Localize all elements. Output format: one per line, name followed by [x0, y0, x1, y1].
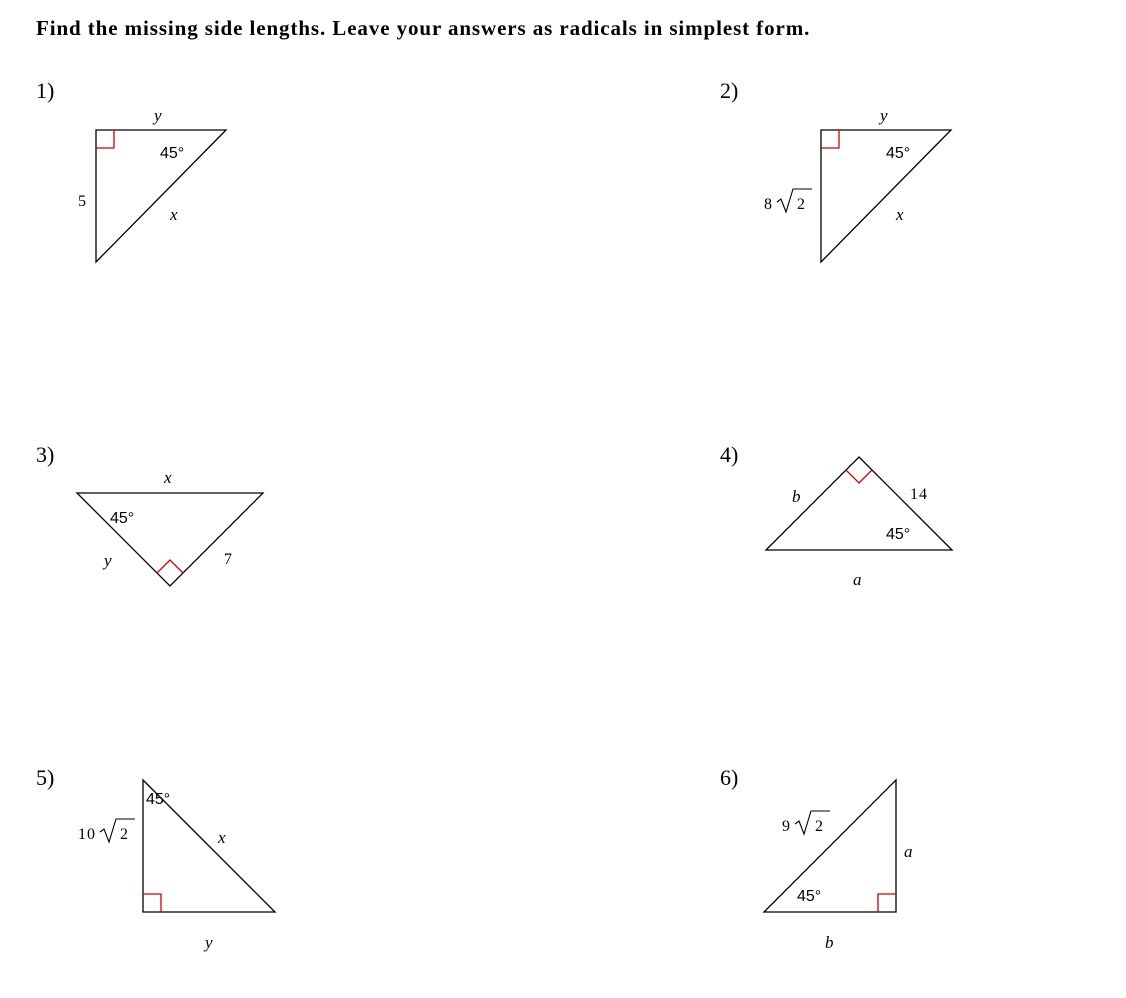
side-label-left-coefficient: 10 — [78, 826, 96, 843]
problem-number: 1) — [36, 78, 55, 103]
side-label-top: y — [154, 106, 162, 125]
right-angle-marker — [846, 470, 872, 483]
angle-label: 45° — [146, 791, 171, 808]
problem-number: 4) — [720, 442, 739, 467]
problem-1 — [36, 78, 226, 262]
right-angle-marker — [157, 560, 183, 573]
side-label-bottom: b — [825, 933, 834, 952]
right-angle-marker — [821, 130, 839, 148]
angle-label: 45° — [886, 526, 911, 543]
angle-label: 45° — [886, 145, 911, 162]
right-angle-marker — [96, 130, 114, 148]
side-label-top: y — [880, 106, 888, 125]
problem-5 — [36, 765, 275, 952]
side-label-right: 7 — [224, 551, 233, 568]
problem-number: 6) — [720, 765, 739, 790]
radical-sign — [777, 189, 812, 212]
radical-sign — [100, 819, 135, 842]
problem-number: 3) — [36, 442, 55, 467]
right-angle-marker — [143, 894, 161, 912]
side-label-right: 14 — [910, 486, 928, 503]
side-label-bottom: y — [205, 933, 213, 952]
angle-label: 45° — [110, 510, 135, 527]
side-label-left-radicand: 2 — [797, 196, 806, 213]
instructions: Find the missing side lengths. Leave your answers as radicals in simplest form. — [36, 16, 811, 40]
side-label-left: 5 — [78, 193, 87, 210]
problem-number: 5) — [36, 765, 55, 790]
triangle — [764, 780, 896, 912]
side-label-hypotenuse: x — [896, 205, 904, 224]
side-label-left: b — [792, 487, 801, 506]
side-label-top: x — [164, 468, 172, 487]
problem-number: 2) — [720, 78, 739, 103]
side-label-hypotenuse-coefficient: 9 — [782, 818, 791, 835]
side-label-left-coefficient: 8 — [764, 196, 773, 213]
side-label-left: y — [104, 551, 112, 570]
side-label-bottom: a — [853, 570, 862, 589]
radical-sign — [795, 811, 830, 834]
angle-label: 45° — [160, 145, 185, 162]
problem-3 — [36, 442, 263, 586]
side-label-hypotenuse: x — [170, 205, 178, 224]
side-label-right: a — [904, 842, 913, 861]
right-angle-marker — [878, 894, 896, 912]
problem-6 — [720, 765, 913, 952]
problem-2 — [720, 78, 951, 262]
side-label-hypotenuse-radicand: 2 — [815, 818, 824, 835]
side-label-hypotenuse: x — [218, 828, 226, 847]
problem-4 — [720, 442, 952, 589]
triangle — [77, 493, 263, 586]
angle-label: 45° — [797, 888, 822, 905]
side-label-left-radicand: 2 — [120, 826, 129, 843]
